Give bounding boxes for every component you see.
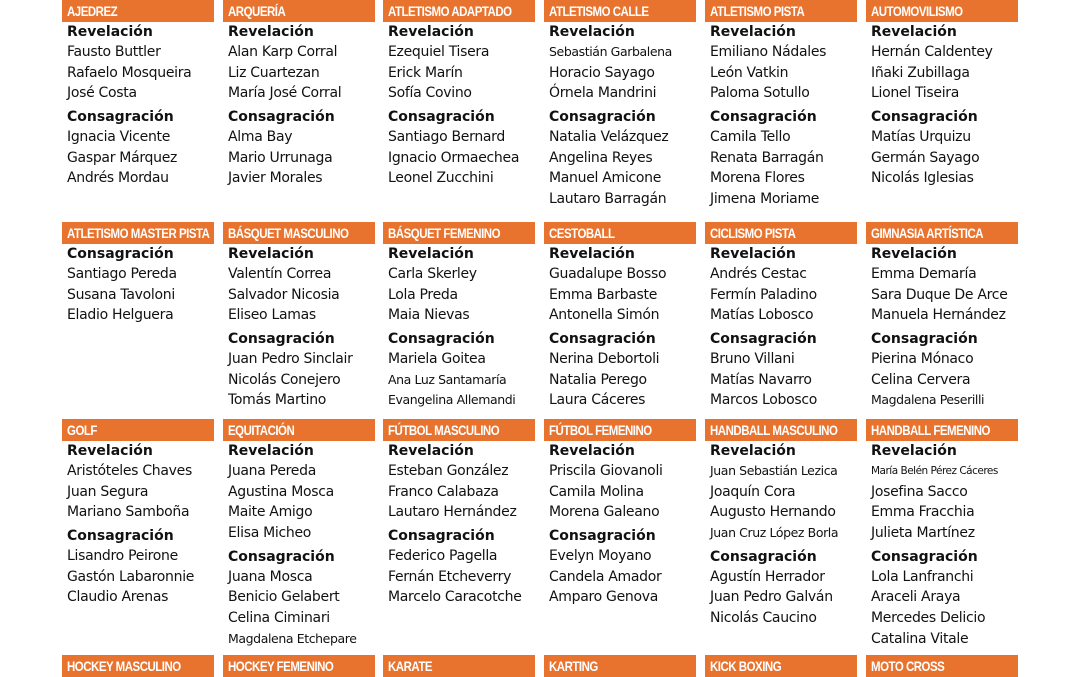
athlete-name: Carla Skerley (388, 266, 477, 282)
sport-title: ATLETISMO CALLE (549, 3, 649, 19)
award-group (67, 526, 214, 608)
award-category-label: Revelación (871, 443, 957, 459)
award-category-label: Consagración (228, 548, 335, 565)
award-category-label: Consagración (871, 548, 978, 565)
athlete-name: Bruno Villani (710, 351, 795, 368)
award-category-label: Revelación (871, 246, 957, 262)
athlete-name: Lola Preda (388, 286, 458, 303)
award-category-label: Consagración (871, 331, 978, 348)
athlete-name: Marcos Lobosco (710, 392, 818, 409)
athlete-name: Natalia Perego (549, 371, 647, 388)
athlete-name: Natalia Velázquez (549, 129, 669, 146)
athlete-name: Morena Galeano (549, 504, 660, 521)
athlete-name: Emma Barbaste (549, 286, 658, 303)
award-category-label: Revelación (67, 443, 153, 459)
athlete-name: Franco Calabaza (388, 483, 499, 500)
athlete-name: Sofía Covino (388, 85, 472, 102)
athlete-name: Hernán Caldentey (871, 44, 993, 60)
athlete-name: Lisandro Peirone (67, 548, 178, 565)
sport-title: FÚTBOL FEMENINO (549, 422, 652, 438)
award-group (549, 329, 696, 411)
award-category-label: Revelación (871, 24, 957, 40)
sport-title: AJEDREZ (67, 3, 118, 19)
athlete-name: Angelina Reyes (549, 149, 653, 166)
sport-body (62, 441, 214, 608)
sport-header (705, 419, 857, 441)
sport-block (383, 0, 535, 189)
sport-title: GIMNASIA ARTÍSTICA (871, 225, 984, 241)
sport-title: FÚTBOL MASCULINO (388, 422, 500, 438)
athlete-name: Lionel Tiseira (871, 85, 960, 102)
athlete-name: Guadalupe Bosso (549, 266, 667, 282)
award-group (871, 244, 1018, 326)
award-category-label: Revelación (228, 443, 314, 459)
sport-body (383, 22, 535, 189)
sport-block (705, 0, 857, 210)
sport-header (866, 0, 1018, 22)
athlete-name: Juan Sebastián Lezica (710, 463, 838, 478)
sport-header (705, 0, 857, 22)
award-group (549, 244, 696, 326)
athlete-name: Matías Lobosco (710, 307, 814, 324)
award-category-label: Consagración (710, 548, 817, 565)
athlete-name: Gaspar Márquez (67, 149, 178, 166)
athlete-name: Magdalena Peserilli (871, 392, 985, 408)
athlete-name: Liz Cuartezan (228, 64, 320, 81)
sport-body (866, 441, 1018, 650)
award-category-label: Revelación (228, 24, 314, 40)
award-category-label: Revelación (710, 443, 796, 459)
athlete-name: Laura Cáceres (549, 392, 646, 409)
athlete-name: Josefina Sacco (871, 483, 968, 500)
sport-block (223, 222, 375, 411)
athlete-name: Mariano Samboña (67, 504, 190, 521)
sport-body (383, 441, 535, 608)
athlete-name: Santiago Bernard (388, 129, 505, 146)
sport-body (544, 22, 696, 210)
sport-header (866, 655, 1018, 677)
sport-block (866, 222, 1018, 411)
sport-title: ARQUERÍA (228, 3, 286, 19)
sport-title: BÁSQUET MASCULINO (228, 225, 349, 241)
athlete-name: Araceli Araya (871, 589, 961, 606)
sport-block (383, 655, 535, 677)
athlete-name: Nicolás Conejero (228, 371, 341, 388)
award-group (710, 329, 857, 411)
sport-block (544, 419, 696, 608)
athlete-name: Esteban González (388, 463, 509, 479)
award-group (228, 22, 375, 104)
award-category-label: Revelación (388, 24, 474, 40)
athlete-name: Juan Cruz López Borla (710, 525, 839, 541)
athlete-name: Magdalena Etchepare (228, 630, 357, 646)
sport-header (383, 419, 535, 441)
sport-block (62, 0, 214, 189)
sport-body (866, 244, 1018, 411)
award-group (871, 22, 1018, 104)
athlete-name: Pierina Mónaco (871, 351, 974, 368)
award-category-label: Consagración (67, 528, 174, 545)
sport-title: HOCKEY FEMENINO (228, 658, 334, 674)
athlete-name: Salvador Nicosia (228, 286, 340, 303)
athlete-name: Lautaro Hernández (388, 504, 517, 521)
athlete-name: Mario Urrunaga (228, 149, 333, 166)
athlete-name: Jimena Moriame (710, 191, 820, 208)
sport-header (544, 222, 696, 244)
sport-header (705, 655, 857, 677)
athlete-name: Sara Duque De Arce (871, 286, 1008, 303)
athlete-name: Manuela Hernández (871, 307, 1006, 324)
athlete-name: María Belén Pérez Cáceres (871, 465, 998, 477)
athlete-name: Priscila Giovanoli (549, 463, 663, 479)
sport-block (705, 222, 857, 411)
athlete-name: Fausto Buttler (67, 44, 161, 60)
athlete-name: Lola Lanfranchi (871, 568, 974, 585)
athlete-name: Julieta Martínez (871, 525, 975, 542)
sport-block (383, 419, 535, 608)
sport-body (544, 244, 696, 411)
athlete-name: Órnela Mandrini (549, 85, 657, 102)
athlete-name: Agustín Herrador (710, 568, 825, 585)
athlete-name: Joaquín Cora (710, 483, 796, 500)
award-group (871, 441, 1018, 544)
award-group (388, 22, 535, 104)
sport-body (705, 22, 857, 210)
award-group (549, 441, 696, 523)
athlete-name: Leonel Zucchini (388, 170, 494, 187)
award-group (228, 547, 375, 650)
sport-body (866, 22, 1018, 189)
award-group (710, 244, 857, 326)
athlete-name: Renata Barragán (710, 149, 824, 166)
award-group (710, 22, 857, 104)
award-group (710, 441, 857, 544)
athlete-name: Morena Flores (710, 170, 805, 187)
sport-block (223, 655, 375, 677)
sport-body (62, 22, 214, 189)
sport-block (223, 0, 375, 189)
athlete-name: Evangelina Allemandi (388, 392, 516, 408)
award-category-label: Revelación (549, 443, 635, 459)
sport-body (223, 22, 375, 189)
athlete-name: Agustina Mosca (228, 483, 334, 500)
award-group (710, 547, 857, 629)
athlete-name: Tomás Martino (228, 392, 327, 409)
athlete-name: Nerina Debortoli (549, 351, 660, 368)
award-group (871, 329, 1018, 411)
award-group (710, 107, 857, 210)
athlete-name: Elisa Micheo (228, 525, 312, 542)
athlete-name: Susana Tavoloni (67, 286, 175, 303)
athlete-name: Germán Sayago (871, 149, 980, 166)
award-group (67, 244, 214, 326)
sport-block (866, 655, 1018, 677)
athlete-name: Juan Pedro Galván (710, 589, 833, 606)
award-category-label: Consagración (67, 246, 174, 262)
sport-body (223, 244, 375, 411)
athlete-name: Mercedes Delicio (871, 610, 986, 627)
award-group (871, 547, 1018, 650)
award-category-label: Consagración (549, 528, 656, 545)
award-category-label: Revelación (710, 246, 796, 262)
athlete-name: Juana Pereda (228, 463, 316, 479)
sport-header (383, 222, 535, 244)
sport-title: HANDBALL FEMENINO (871, 422, 990, 438)
athlete-name: Rafaelo Mosqueira (67, 64, 192, 81)
sport-body (223, 441, 375, 650)
award-category-label: Consagración (871, 109, 978, 126)
sport-title: KARTING (549, 658, 598, 674)
athlete-name: Juan Segura (67, 483, 149, 500)
award-category-label: Consagración (388, 528, 495, 545)
award-group (549, 526, 696, 608)
sport-title: HOCKEY MASCULINO (67, 658, 181, 674)
sport-body (383, 244, 535, 411)
athlete-name: Emma Demaría (871, 266, 977, 282)
athlete-name: Iñaki Zubillaga (871, 64, 970, 81)
award-category-label: Revelación (710, 24, 796, 40)
athlete-name: Benicio Gelabert (228, 589, 340, 606)
sport-header (705, 222, 857, 244)
athlete-name: Gastón Labaronnie (67, 568, 195, 585)
award-category-label: Revelación (388, 443, 474, 459)
award-group (228, 107, 375, 189)
sport-header (866, 222, 1018, 244)
sport-title: EQUITACIÓN (228, 422, 295, 438)
athlete-name: Erick Marín (388, 64, 463, 81)
sport-title: HANDBALL MASCULINO (710, 422, 838, 438)
sport-block (705, 655, 857, 677)
sport-header (223, 222, 375, 244)
sport-block (62, 655, 214, 677)
sport-body (705, 244, 857, 411)
award-group (67, 441, 214, 523)
sport-block (383, 222, 535, 411)
athlete-name: Catalina Vitale (871, 630, 969, 647)
sport-header (544, 419, 696, 441)
sport-header (223, 655, 375, 677)
sport-header (62, 0, 214, 22)
athlete-name: Maia Nievas (388, 307, 470, 324)
sport-header (62, 222, 214, 244)
athlete-name: José Costa (67, 85, 137, 102)
athlete-name: Alan Karp Corral (228, 44, 338, 60)
athlete-name: Javier Morales (228, 170, 323, 187)
award-category-label: Revelación (67, 24, 153, 40)
sport-header (223, 0, 375, 22)
athlete-name: Fernán Etcheverry (388, 568, 512, 585)
award-category-label: Consagración (549, 331, 656, 348)
athlete-name: Camila Molina (549, 483, 644, 500)
award-group (388, 244, 535, 326)
sport-block (62, 419, 214, 608)
award-category-label: Consagración (388, 331, 495, 348)
athlete-name: Manuel Amicone (549, 170, 662, 187)
athlete-name: Celina Ciminari (228, 610, 330, 627)
award-category-label: Consagración (710, 331, 817, 348)
athlete-name: Sebastián Garbalena (549, 44, 672, 59)
athlete-name: Juan Pedro Sinclair (228, 351, 353, 368)
sport-title: CESTOBALL (549, 225, 615, 241)
award-category-label: Consagración (228, 331, 335, 348)
athlete-name: Alma Bay (228, 129, 293, 146)
sport-title: ATLETISMO PISTA (710, 3, 805, 19)
sport-title: KICK BOXING (710, 658, 782, 674)
award-group (228, 441, 375, 544)
sport-block (544, 222, 696, 411)
sport-title: MOTO CROSS (871, 658, 945, 674)
athlete-name: Lautaro Barragán (549, 191, 667, 208)
sport-title: CICLISMO PISTA (710, 225, 796, 241)
sport-block (866, 0, 1018, 189)
athlete-name: Eladio Helguera (67, 307, 174, 324)
sport-body (544, 441, 696, 608)
athlete-name: Camila Tello (710, 129, 791, 146)
athlete-name: León Vatkin (710, 64, 789, 81)
award-group (67, 107, 214, 189)
award-category-label: Revelación (228, 246, 314, 262)
athlete-name: Marcelo Caracotche (388, 589, 522, 606)
athlete-name: Andrés Cestac (710, 266, 807, 282)
athlete-name: Horacio Sayago (549, 64, 655, 81)
award-category-label: Revelación (388, 246, 474, 262)
sport-header (866, 419, 1018, 441)
sport-block (705, 419, 857, 629)
athlete-name: Fermín Paladino (710, 286, 817, 303)
athlete-name: Santiago Pereda (67, 266, 177, 282)
athlete-name: Andrés Mordau (67, 170, 169, 187)
athlete-name: Matías Urquizu (871, 129, 971, 146)
athlete-name: Celina Cervera (871, 371, 971, 388)
sport-block (544, 655, 696, 677)
athlete-name: Ezequiel Tisera (388, 44, 490, 60)
sport-header (62, 419, 214, 441)
award-category-label: Revelación (549, 24, 635, 40)
athlete-name: Matías Navarro (710, 371, 812, 388)
award-category-label: Consagración (710, 109, 817, 126)
award-category-label: Consagración (228, 109, 335, 126)
sport-title: BÁSQUET FEMENINO (388, 225, 501, 241)
sport-block (223, 419, 375, 650)
athlete-name: Juana Mosca (228, 568, 313, 585)
award-group (228, 244, 375, 326)
sport-body (705, 441, 857, 629)
athlete-name: Evelyn Moyano (549, 548, 652, 565)
sport-header (223, 419, 375, 441)
sport-header (383, 0, 535, 22)
athlete-name: Emma Fracchia (871, 504, 975, 521)
athlete-name: Valentín Correa (228, 266, 332, 282)
award-group (388, 329, 535, 411)
sport-title: ATLETISMO MASTER PISTA (67, 225, 210, 241)
award-group (388, 107, 535, 189)
award-category-label: Consagración (388, 109, 495, 126)
athlete-name: Ignacio Ormaechea (388, 149, 520, 166)
award-category-label: Revelación (549, 246, 635, 262)
award-group (871, 107, 1018, 189)
athlete-name: María José Corral (228, 85, 342, 102)
award-group (388, 526, 535, 608)
athlete-name: Mariela Goitea (388, 351, 486, 368)
athlete-name: Paloma Sotullo (710, 85, 810, 102)
athlete-name: Aristóteles Chaves (67, 463, 192, 479)
athlete-name: Claudio Arenas (67, 589, 169, 606)
sport-header (544, 0, 696, 22)
athlete-name: Federico Pagella (388, 548, 498, 565)
athlete-name: Augusto Hernando (710, 504, 836, 521)
sport-block (866, 419, 1018, 650)
athlete-name: Antonella Simón (549, 307, 660, 324)
sport-title: ATLETISMO ADAPTADO (388, 3, 512, 19)
athlete-name: Emiliano Nádales (710, 44, 827, 60)
sport-body (62, 244, 214, 326)
award-group (388, 441, 535, 523)
athlete-name: Ignacia Vicente (67, 129, 171, 146)
sport-title: GOLF (67, 422, 97, 438)
athlete-name: Eliseo Lamas (228, 307, 316, 324)
sport-header (544, 655, 696, 677)
athlete-name: Nicolás Iglesias (871, 170, 974, 187)
award-category-label: Consagración (549, 109, 656, 126)
award-group (549, 107, 696, 210)
sport-title: AUTOMOVILISMO (871, 3, 963, 19)
sport-block (62, 222, 214, 326)
athlete-name: Amparo Genova (549, 589, 659, 606)
sport-title: KARATE (388, 658, 433, 674)
award-group (228, 329, 375, 411)
athlete-name: Ana Luz Santamaría (388, 371, 507, 387)
award-category-label: Consagración (67, 109, 174, 126)
sport-header (62, 655, 214, 677)
athlete-name: Nicolás Caucino (710, 610, 817, 627)
athlete-name: Candela Amador (549, 568, 662, 585)
athlete-name: Maite Amigo (228, 504, 313, 521)
award-group (549, 22, 696, 104)
sport-block (544, 0, 696, 210)
award-group (67, 22, 214, 104)
sport-header (383, 655, 535, 677)
